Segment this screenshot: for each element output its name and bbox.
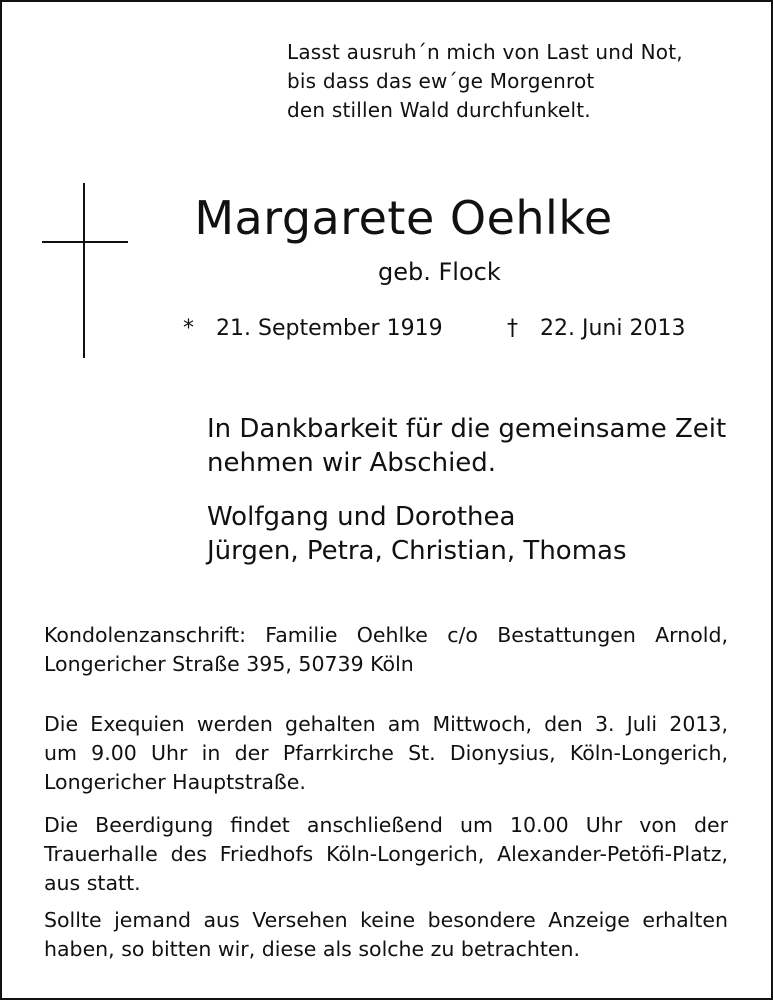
- family-names: [207, 500, 627, 568]
- poem-line: Lasst ausruh´n mich von Last und Not,: [287, 40, 683, 64]
- death-dagger-icon: †: [507, 316, 518, 341]
- burial-line: Die Beerdigung findet anschließend um 10.00 Uhr von der: [44, 813, 728, 837]
- burial-line: Trauerhalle des Friedhofs Köln-Longerich, Alexander-Petöfi-Platz,: [44, 842, 728, 866]
- condolence-line: Longericher Straße 395, 50739 Köln: [44, 652, 414, 676]
- thanks-line: nehmen wir Abschied.: [207, 448, 497, 478]
- condolence-address: [44, 621, 728, 679]
- birth-date: 21. September 1919: [216, 316, 443, 341]
- poem-line: den stillen Wald durchfunkelt.: [287, 98, 591, 122]
- notice-line: Sollte jemand aus Versehen keine besondere Anzeige erhalten: [44, 908, 728, 932]
- deceased-name: Margarete Oehlke: [194, 191, 613, 245]
- poem: [287, 38, 683, 125]
- burial-line: aus statt.: [44, 871, 141, 895]
- family-line: Jürgen, Petra, Christian, Thomas: [207, 536, 627, 566]
- thanks-line: In Dankbarkeit für die gemeinsame Zeit: [207, 414, 727, 444]
- birth-star-icon: *: [183, 316, 194, 341]
- family-line: Wolfgang und Dorothea: [207, 502, 516, 532]
- thanks-text: [207, 412, 726, 480]
- notice-paragraph: [44, 906, 728, 964]
- birth-date-line: [183, 314, 443, 344]
- exequien-line: Longericher Hauptstraße.: [44, 770, 306, 794]
- death-date-line: [507, 314, 685, 344]
- maiden-name: geb. Flock: [378, 258, 501, 286]
- notice-line: haben, so bitten wir, diese als solche zu betrachten.: [44, 937, 581, 961]
- exequien-line: um 9.00 Uhr in der Pfarrkirche St. Dionysius, Köln-Longerich,: [44, 741, 728, 765]
- death-date: 22. Juni 2013: [540, 316, 686, 341]
- condolence-line: Kondolenzanschrift: Familie Oehlke c/o Bestattungen Arnold,: [44, 623, 728, 647]
- exequien-paragraph: [44, 710, 728, 797]
- exequien-line: Die Exequien werden gehalten am Mittwoch, den 3. Juli 2013,: [44, 712, 728, 736]
- burial-paragraph: [44, 811, 728, 898]
- poem-line: bis dass das ew´ge Morgenrot: [287, 69, 595, 93]
